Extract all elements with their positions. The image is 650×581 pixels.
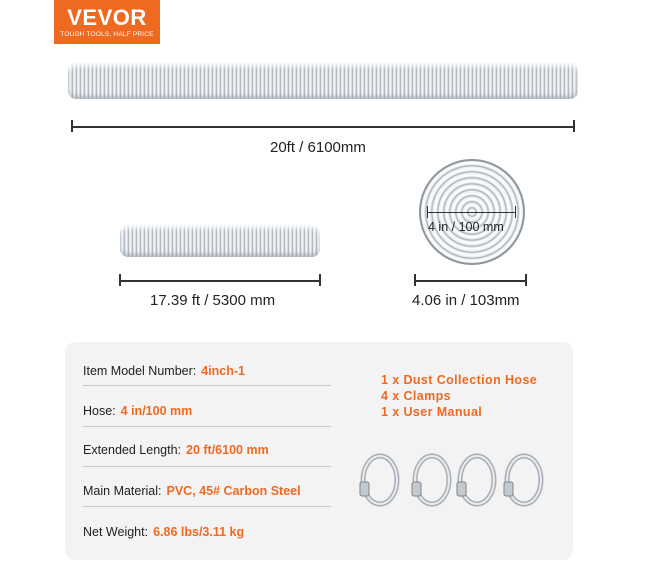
dimension-cap: [319, 274, 321, 286]
extended-hose-image: [68, 63, 578, 99]
compressed-length-label: 17.39 ft / 5300 mm: [150, 292, 276, 309]
spec-key: Net Weight:: [83, 525, 149, 539]
specs-panel: [65, 342, 573, 560]
spec-value: 6.86 lbs/3.11 kg: [153, 525, 245, 539]
spec-key: Item Model Number:: [83, 364, 197, 378]
package-item: 1 x User Manual: [381, 405, 483, 419]
dimension-cap: [71, 120, 73, 132]
dimension-cap: [427, 206, 428, 218]
brand-name: VEVOR: [67, 5, 147, 30]
hose-clamp-icon: [410, 452, 452, 508]
spec-value: 20 ft/6100 mm: [186, 443, 269, 457]
spec-key: Extended Length:: [83, 443, 181, 457]
brand-tagline: TOUGH TOOLS, HALF PRICE: [60, 31, 154, 38]
spec-row-weight: [83, 525, 331, 539]
spec-row-model: [83, 364, 331, 378]
package-item: 1 x Dust Collection Hose: [381, 373, 538, 387]
spec-key: Hose:: [83, 404, 116, 418]
dimension-cap: [119, 274, 121, 286]
dimension-cap: [414, 274, 416, 286]
hose-clamp-icon: [455, 452, 497, 508]
dimension-cap: [515, 206, 516, 218]
divider: [83, 385, 331, 386]
spec-value: PVC, 45# Carbon Steel: [166, 484, 301, 498]
compressed-length-dimension-line: [120, 280, 320, 282]
inner-diameter-dimension-line: [428, 212, 516, 213]
full-length-dimension-line: [72, 126, 574, 128]
spec-value: 4 in/100 mm: [120, 404, 193, 418]
outer-diameter-label: 4.06 in / 103mm: [412, 292, 520, 309]
divider: [83, 506, 331, 507]
spec-row-length: [83, 443, 331, 457]
divider: [83, 466, 331, 467]
inner-diameter-label: 4 in / 100 mm: [428, 220, 504, 234]
dimension-cap: [525, 274, 527, 286]
package-item: 4 x Clamps: [381, 389, 452, 403]
divider: [83, 426, 331, 427]
dimension-cap: [573, 120, 575, 132]
outer-diameter-dimension-line: [415, 280, 526, 282]
spec-row-material: [83, 484, 331, 498]
vevor-logo: [54, 0, 160, 44]
spec-value: 4inch-1: [201, 364, 245, 378]
hose-clamp-icon: [502, 452, 544, 508]
full-length-label: 20ft / 6100mm: [270, 139, 366, 156]
spec-key: Main Material:: [83, 484, 162, 498]
compressed-hose-image: [120, 225, 320, 257]
spec-row-hose: [83, 404, 331, 418]
hose-clamp-icon: [358, 452, 400, 508]
